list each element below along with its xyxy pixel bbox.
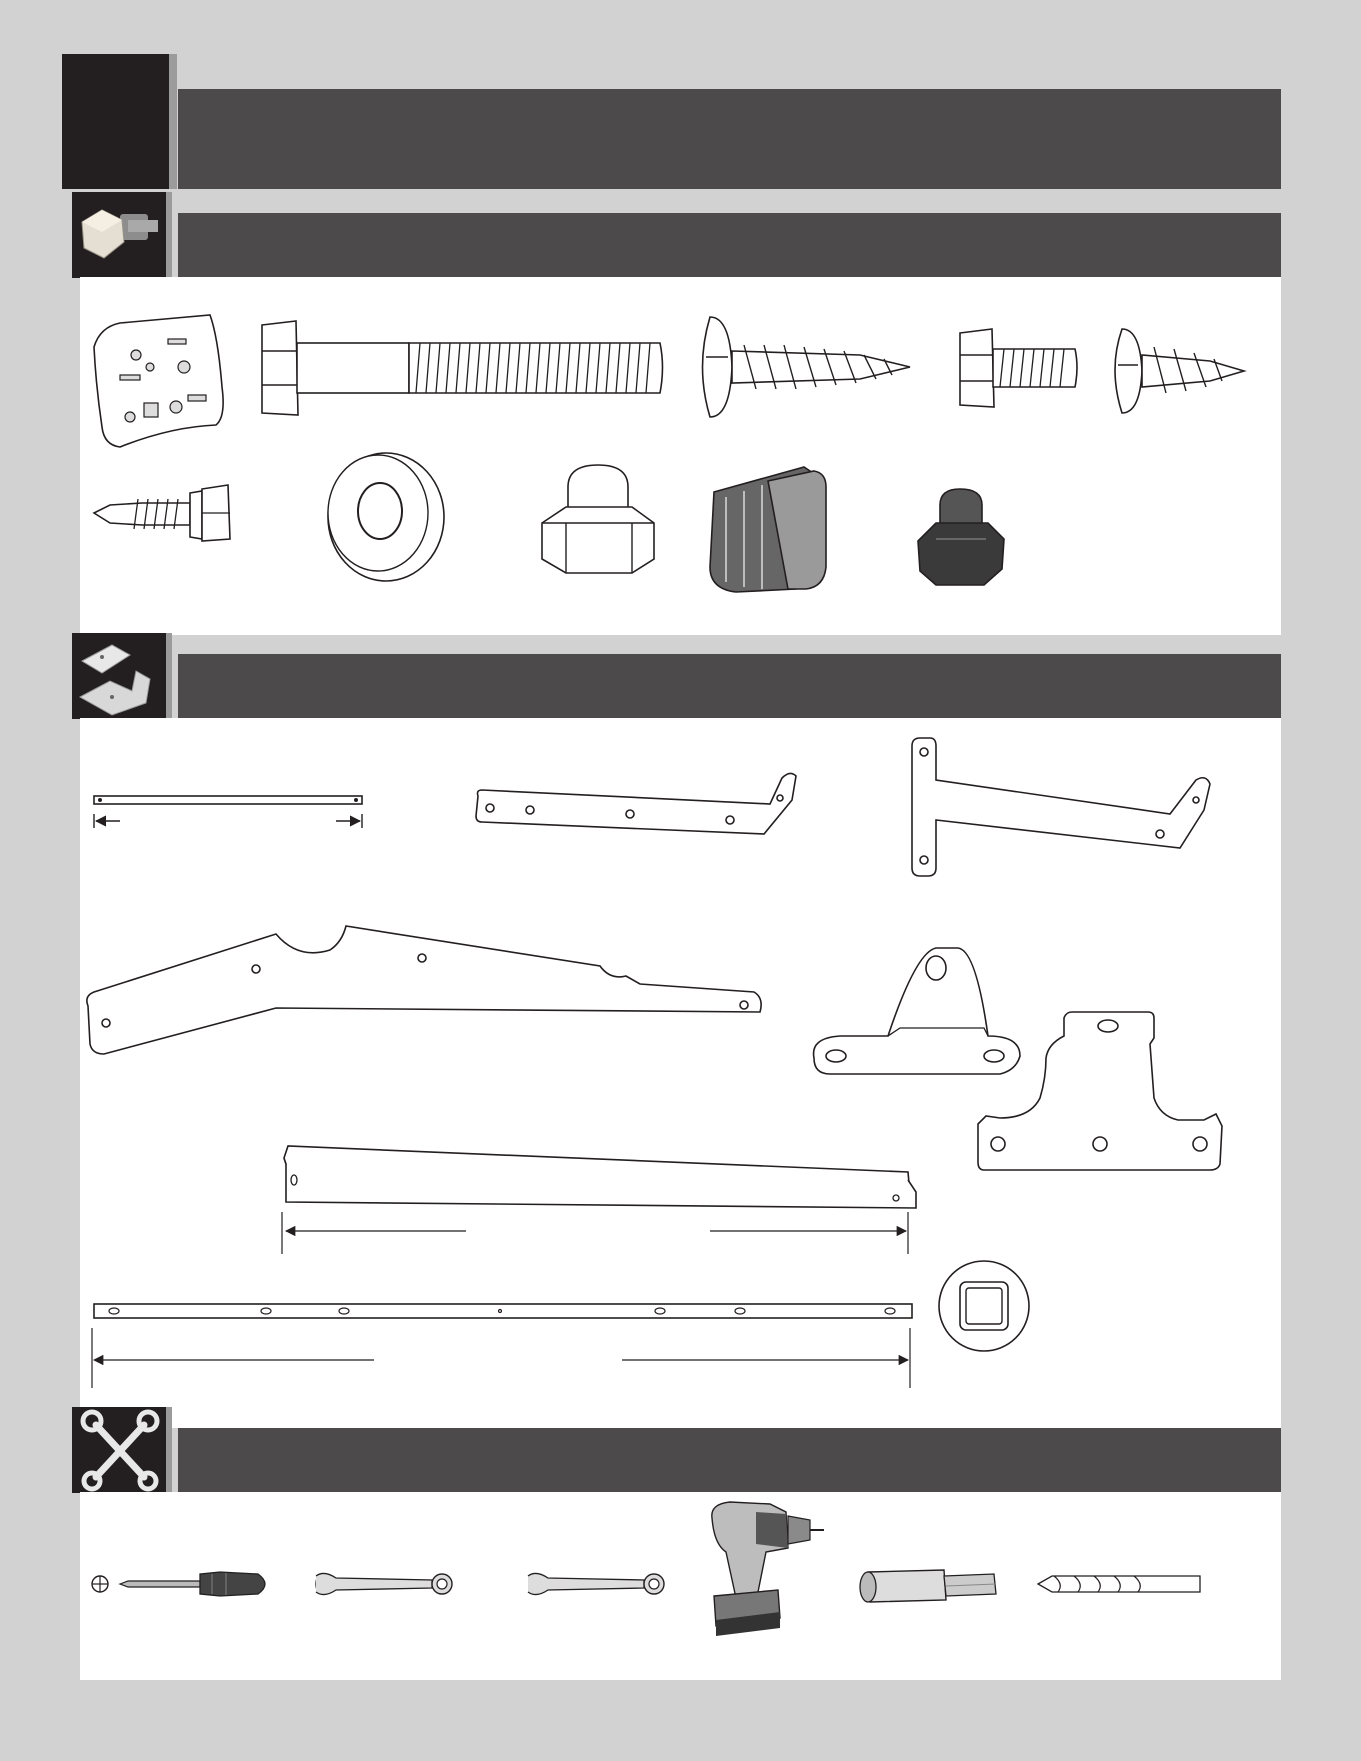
hex-bolt-short-icon	[960, 329, 1077, 407]
phillips-screwdriver-icon	[92, 1572, 265, 1596]
hardware-illustrations	[80, 277, 1281, 635]
tools-section-bar	[178, 1428, 1281, 1492]
hex-bolt-long-icon	[262, 321, 663, 415]
cap-nut-icon	[542, 465, 654, 573]
rafter-brace-icon	[87, 926, 761, 1054]
combination-wrench-1-icon	[316, 1573, 452, 1594]
parts-panel	[80, 718, 1281, 1428]
long-rail-icon	[92, 1304, 912, 1388]
tools-illustrations	[80, 1492, 1281, 1680]
hardware-bag-icon	[94, 315, 223, 447]
bolt-nut-icon	[72, 192, 172, 278]
hardware-panel	[80, 277, 1281, 635]
angle-bracket-icon	[476, 773, 796, 834]
page-tab	[62, 54, 169, 189]
drill-bit-icon	[1038, 1576, 1200, 1592]
flat-washer-icon	[328, 453, 444, 581]
tools-panel	[80, 1492, 1281, 1680]
square-tube-plug-icon	[710, 467, 826, 592]
self-drilling-screw-icon	[94, 485, 230, 541]
nut-driver-bit-icon	[860, 1570, 996, 1602]
t-mount-bracket-icon	[978, 1012, 1222, 1170]
combination-wrench-2-icon	[528, 1573, 664, 1594]
cordless-drill-icon	[712, 1502, 824, 1636]
t-bracket-icon	[912, 738, 1210, 876]
hinge-bracket-icon	[814, 948, 1020, 1074]
cap-nut-dark-icon	[918, 489, 1004, 585]
square-tube-icon	[939, 1261, 1029, 1351]
bracket-icon	[72, 633, 172, 719]
angle-rail-icon	[282, 1146, 916, 1254]
pan-head-screw-long-icon	[703, 317, 911, 417]
flat-strap-icon	[94, 796, 362, 828]
parts-section-bar	[178, 654, 1281, 718]
pan-head-screw-short-icon	[1115, 329, 1244, 413]
hardware-section-bar	[178, 213, 1281, 277]
wrenches-icon	[72, 1407, 172, 1493]
page-title-bar	[178, 89, 1281, 189]
page-tab-shadow	[169, 54, 177, 189]
parts-illustrations	[80, 718, 1281, 1428]
